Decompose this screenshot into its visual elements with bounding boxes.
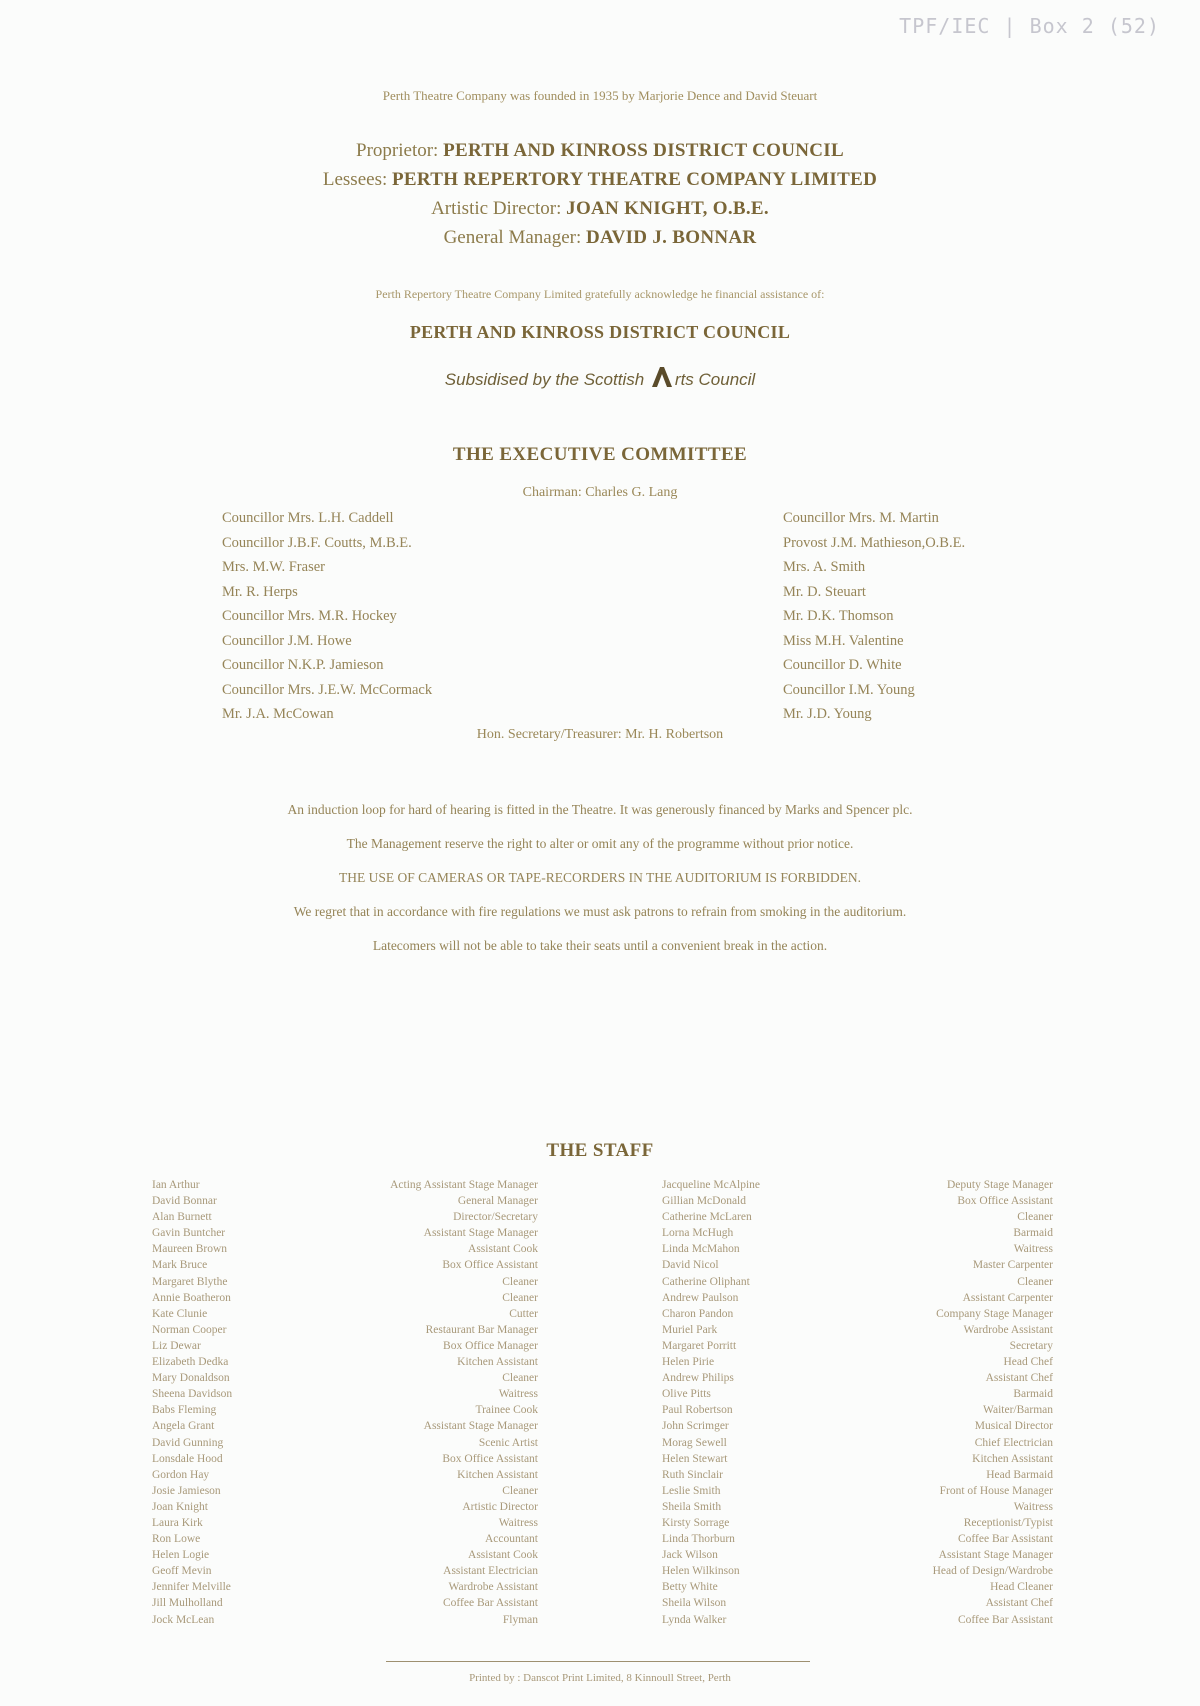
- staff-role: Head Cleaner: [990, 1581, 1053, 1594]
- staff-name: Josie Jamieson: [152, 1484, 221, 1497]
- role-value: PERTH AND KINROSS DISTRICT COUNCIL: [443, 140, 844, 161]
- staff-name: Jock McLean: [152, 1613, 215, 1626]
- staff-role: Coffee Bar Assistant: [958, 1533, 1053, 1546]
- staff-name: Margaret Blythe: [152, 1275, 228, 1288]
- staff-role: Waitress: [498, 1516, 538, 1529]
- staff-name: Ian Arthur: [152, 1179, 200, 1191]
- staff-role: Wardrobe Assistant: [963, 1323, 1053, 1336]
- council-heading: PERTH AND KINROSS DISTRICT COUNCIL: [409, 322, 791, 342]
- staff-roles-right: [810, 1177, 1053, 1628]
- staff-role: Barmaid: [1013, 1388, 1053, 1401]
- role-artistic-director: [0, 194, 1200, 223]
- notice-cameras-forbidden: THE USE OF CAMERAS OR TAPE-RECORDERS IN THE AUDITORIUM IS FORBIDDEN.: [338, 870, 862, 885]
- staff-role: Kitchen Assistant: [457, 1356, 538, 1369]
- role-value: DAVID J. BONNAR: [586, 227, 757, 248]
- subsidised-text: Subsidised by the Scottish: [444, 370, 649, 389]
- staff-name: Sheila Wilson: [662, 1597, 727, 1610]
- staff-name: David Gunning: [152, 1436, 224, 1449]
- staff-roles-left: [300, 1177, 538, 1628]
- archive-reference-stamp: TPF/IEC | Box 2 (52): [899, 14, 1160, 38]
- staff-name: David Nicol: [662, 1259, 719, 1272]
- staff-name: Morag Sewell: [662, 1436, 727, 1449]
- staff-name: Kate Clunie: [152, 1307, 208, 1320]
- staff-name: Kirsty Sorrage: [662, 1516, 730, 1529]
- staff-role: Scenic Artist: [478, 1436, 538, 1449]
- staff-name: Catherine McLaren: [662, 1211, 752, 1224]
- arts-council-credit: [0, 366, 1200, 393]
- notices-section: [270, 800, 930, 970]
- footer-divider: [386, 1661, 810, 1662]
- role-label: General Manager:: [443, 227, 582, 248]
- notice-programme-changes: The Management reserve the right to alter or omit any of the programme without prior notice.: [346, 836, 854, 851]
- staff-role: Assistant Cook: [468, 1549, 538, 1562]
- staff-name: Jill Mulholland: [152, 1597, 223, 1610]
- committee-member: Councillor D. White: [783, 657, 902, 673]
- printer-credit: Printed by : Danscot Print Limited, 8 Kinnoull Street, Perth: [469, 1672, 731, 1684]
- staff-name: Jennifer Melville: [152, 1581, 231, 1594]
- staff-name: Helen Pirie: [662, 1356, 715, 1369]
- staff-name: Paul Robertson: [662, 1404, 733, 1417]
- chairman-line: Chairman: Charles G. Lang: [522, 485, 678, 500]
- staff-role: Cleaner: [502, 1291, 538, 1304]
- staff-name: Margaret Porritt: [662, 1339, 737, 1352]
- staff-role: Assistant Electrician: [443, 1565, 538, 1578]
- staff-name: Annie Boatheron: [152, 1291, 231, 1304]
- staff-role: Coffee Bar Assistant: [958, 1613, 1053, 1626]
- staff-name: Linda Thorburn: [662, 1533, 735, 1546]
- committee-member: Mrs. M.W. Fraser: [222, 559, 325, 575]
- staff-name: Gillian McDonald: [662, 1195, 746, 1208]
- staff-name: Jacqueline McAlpine: [662, 1179, 761, 1191]
- staff-role: Cleaner: [502, 1275, 538, 1288]
- subsidised-text-end: rts Council: [674, 370, 756, 389]
- staff-names-right: [662, 1177, 760, 1628]
- staff-role: Assistant Stage Manager: [423, 1420, 538, 1433]
- staff-role: Box Office Assistant: [442, 1259, 538, 1272]
- role-lessees: [0, 165, 1200, 194]
- staff-name: Babs Fleming: [152, 1404, 217, 1417]
- staff-role: Waiter/Barman: [983, 1404, 1053, 1417]
- staff-role: Wardrobe Assistant: [448, 1581, 538, 1594]
- staff-name: Helen Wilkinson: [662, 1565, 740, 1578]
- committee-member: Councillor N.K.P. Jamieson: [222, 657, 384, 673]
- staff-role: Box Office Assistant: [957, 1195, 1053, 1208]
- committee-member: Councillor I.M. Young: [783, 681, 915, 698]
- scottish-arts-council-logo-icon: [651, 366, 673, 393]
- staff-name: Mary Donaldson: [152, 1372, 230, 1385]
- staff-name: Liz Dewar: [152, 1339, 201, 1352]
- executive-committee-heading: THE EXECUTIVE COMMITTEE: [452, 444, 748, 465]
- staff-name: Lonsdale Hood: [152, 1452, 223, 1465]
- committee-member: Councillor Mrs. M.R. Hockey: [222, 608, 397, 624]
- staff-role: Head of Design/Wardrobe: [932, 1565, 1053, 1578]
- staff-role: Assistant Stage Manager: [938, 1549, 1053, 1562]
- staff-role: Assistant Chef: [985, 1597, 1053, 1610]
- staff-role: Head Barmaid: [986, 1468, 1053, 1481]
- committee-member: Mr. D. Steuart: [783, 583, 866, 600]
- staff-role: Flyman: [502, 1613, 538, 1626]
- staff-role: Waitress: [1013, 1500, 1053, 1513]
- staff-name: John Scrimger: [662, 1420, 729, 1433]
- committee-member: Councillor Mrs. M. Martin: [783, 510, 939, 526]
- staff-name: Betty White: [662, 1581, 718, 1594]
- staff-name: Gavin Buntcher: [152, 1227, 226, 1240]
- staff-role: Acting Assistant Stage Manager: [390, 1179, 538, 1191]
- staff-role: Waitress: [498, 1388, 538, 1401]
- staff-heading: THE STAFF: [546, 1140, 654, 1161]
- staff-role: Kitchen Assistant: [457, 1468, 538, 1481]
- staff-name: Laura Kirk: [152, 1516, 203, 1529]
- staff-name: Andrew Paulson: [662, 1291, 739, 1304]
- staff-name: Leslie Smith: [662, 1484, 721, 1497]
- staff-name: Charon Pandon: [662, 1307, 734, 1320]
- staff-role: Chief Electrician: [974, 1436, 1053, 1449]
- staff-role: Master Carpenter: [972, 1259, 1053, 1272]
- role-label: Artistic Director:: [431, 198, 562, 219]
- staff-role: Head Chef: [1003, 1356, 1053, 1369]
- committee-member: Provost J.M. Mathieson,O.B.E.: [783, 534, 966, 551]
- staff-role: Barmaid: [1013, 1227, 1053, 1240]
- secretary-treasurer-line: Hon. Secretary/Treasurer: Mr. H. Robertson: [476, 727, 724, 742]
- committee-member: Mr. J.A. McCowan: [222, 706, 334, 722]
- staff-name: Catherine Oliphant: [662, 1275, 750, 1288]
- committee-member: Councillor Mrs. J.E.W. McCormack: [222, 681, 433, 698]
- staff-name: Mark Bruce: [152, 1259, 208, 1272]
- committee-member: Mr. D.K. Thomson: [783, 608, 894, 624]
- staff-role: Company Stage Manager: [936, 1307, 1053, 1320]
- staff-role: General Manager: [457, 1195, 538, 1208]
- staff-role: Assistant Chef: [985, 1372, 1053, 1385]
- staff-role: Musical Director: [974, 1420, 1053, 1433]
- staff-role: Accountant: [484, 1533, 538, 1546]
- notice-induction-loop: An induction loop for hard of hearing is fitted in the Theatre. It was generously financed by Marks and Spencer plc.: [287, 802, 913, 817]
- staff-role: Artistic Director: [462, 1500, 538, 1513]
- staff-name: Angela Grant: [152, 1420, 215, 1433]
- staff-name: Elizabeth Dedka: [152, 1356, 229, 1369]
- committee-list-right: [783, 506, 965, 727]
- committee-member: Mrs. A. Smith: [783, 559, 866, 575]
- staff-name: Lynda Walker: [662, 1613, 727, 1626]
- staff-name: Olive Pitts: [662, 1388, 711, 1401]
- staff-name: Geoff Mevin: [152, 1565, 212, 1578]
- staff-role: Assistant Cook: [468, 1243, 538, 1256]
- role-value: PERTH REPERTORY THEATRE COMPANY LIMITED: [392, 169, 878, 190]
- staff-name: Andrew Philips: [662, 1372, 734, 1385]
- staff-name: Ruth Sinclair: [662, 1468, 724, 1481]
- staff-role: Waitress: [1013, 1243, 1053, 1256]
- committee-member: Mr. R. Herps: [222, 583, 298, 600]
- notice-latecomers: Latecomers will not be able to take their seats until a convenient break in the action.: [372, 938, 828, 953]
- staff-name: Norman Cooper: [152, 1323, 227, 1336]
- role-value: JOAN KNIGHT, O.B.E.: [566, 198, 769, 219]
- staff-role: Box Office Assistant: [442, 1452, 538, 1465]
- staff-role: Front of House Manager: [939, 1484, 1053, 1497]
- staff-role: Cleaner: [1017, 1211, 1053, 1224]
- staff-role: Cleaner: [502, 1372, 538, 1385]
- staff-name: Gordon Hay: [152, 1468, 210, 1481]
- staff-role: Assistant Carpenter: [962, 1291, 1053, 1304]
- committee-member: Councillor J.B.F. Coutts, M.B.E.: [222, 534, 412, 551]
- staff-role: Cleaner: [1017, 1275, 1053, 1288]
- committee-member: Miss M.H. Valentine: [783, 632, 904, 649]
- staff-role: Cleaner: [502, 1484, 538, 1497]
- staff-role: Coffee Bar Assistant: [443, 1597, 538, 1610]
- committee-list-left: [222, 506, 432, 727]
- staff-name: Sheena Davidson: [152, 1388, 233, 1401]
- staff-name: Linda McMahon: [662, 1243, 740, 1256]
- staff-role: Deputy Stage Manager: [946, 1179, 1053, 1191]
- staff-name: Helen Stewart: [662, 1452, 728, 1465]
- staff-name: Ron Lowe: [152, 1533, 201, 1546]
- staff-name: Jack Wilson: [662, 1549, 718, 1562]
- staff-name: Helen Logie: [152, 1549, 210, 1562]
- staff-role: Director/Secretary: [453, 1211, 538, 1224]
- committee-member: Mr. J.D. Young: [783, 706, 872, 722]
- staff-role: Secretary: [1009, 1339, 1053, 1352]
- staff-name: Muriel Park: [662, 1323, 718, 1336]
- staff-name: Maureen Brown: [152, 1243, 228, 1256]
- staff-role: Kitchen Assistant: [972, 1452, 1053, 1465]
- staff-role: Cutter: [509, 1307, 538, 1320]
- staff-name: Alan Burnett: [152, 1211, 212, 1224]
- founded-line: Perth Theatre Company was founded in 1935 by Marjorie Dence and David Steuart: [382, 88, 818, 103]
- staff-role: Box Office Manager: [443, 1339, 538, 1352]
- staff-name: Sheila Smith: [662, 1500, 722, 1513]
- staff-role: Trainee Cook: [475, 1404, 538, 1417]
- notice-no-smoking: We regret that in accordance with fire regulations we must ask patrons to refrain from smoking in the auditorium.: [293, 904, 907, 919]
- role-label: Lessees:: [322, 169, 388, 190]
- staff-names-left: [152, 1177, 232, 1628]
- role-proprietor: [0, 136, 1200, 165]
- staff-name: Joan Knight: [152, 1500, 208, 1513]
- staff-role: Assistant Stage Manager: [423, 1227, 538, 1240]
- staff-role: Restaurant Bar Manager: [425, 1323, 538, 1336]
- management-roles: [0, 136, 1200, 252]
- staff-name: David Bonnar: [152, 1195, 217, 1208]
- acknowledgement-text: Perth Repertory Theatre Company Limited gratefully acknowledge he financial assistance of:: [375, 287, 825, 301]
- committee-member: Councillor J.M. Howe: [222, 632, 352, 649]
- committee-member: Councillor Mrs. L.H. Caddell: [222, 510, 394, 526]
- staff-role: Receptionist/Typist: [963, 1516, 1053, 1529]
- role-general-manager: [0, 223, 1200, 252]
- role-label: Proprietor:: [356, 140, 439, 161]
- staff-name: Lorna McHugh: [662, 1227, 734, 1240]
